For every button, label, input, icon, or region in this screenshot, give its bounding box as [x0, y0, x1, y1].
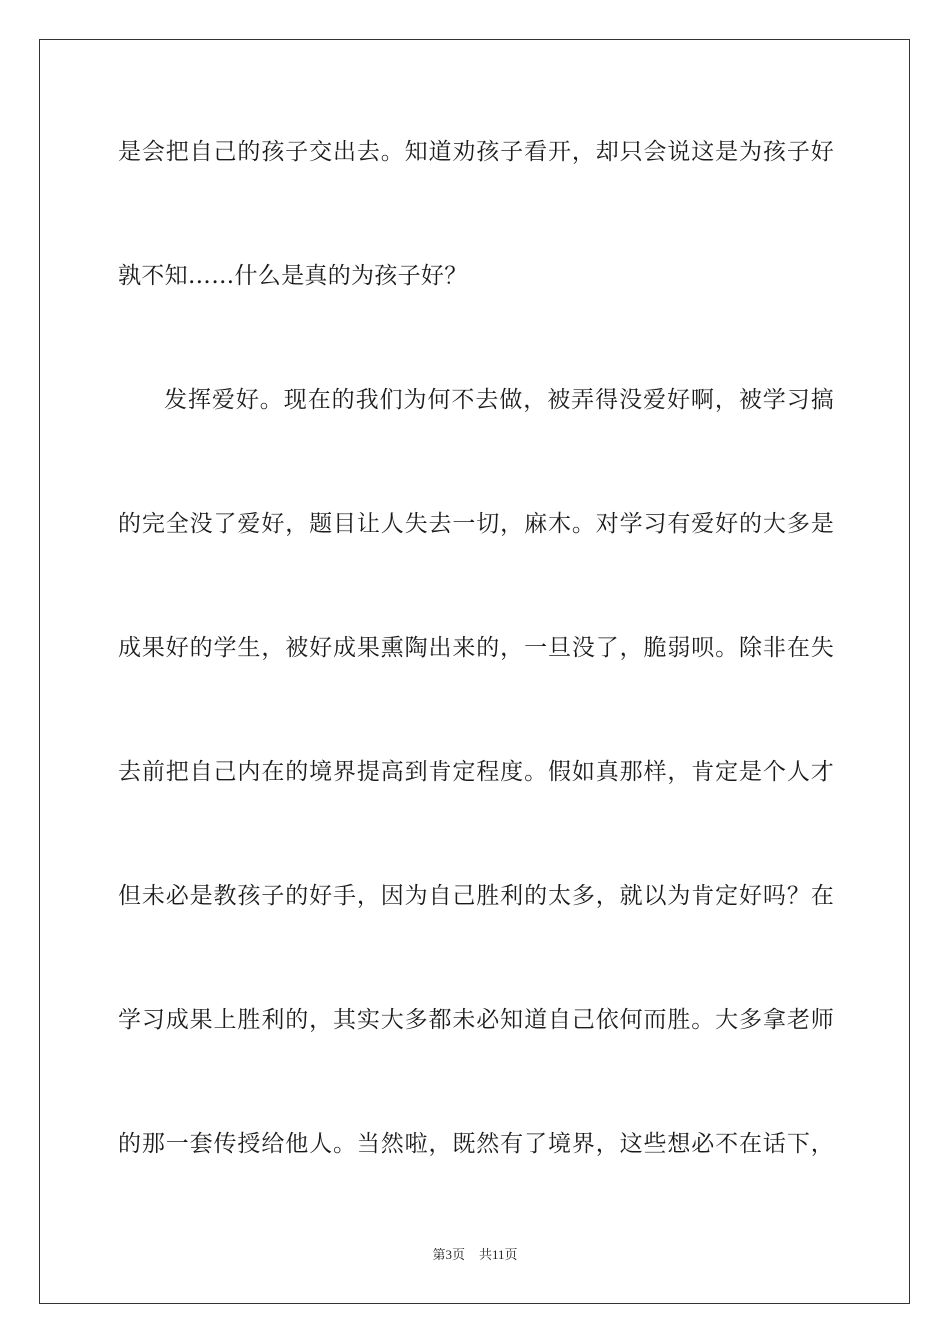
text-line-5: 成果好的学生，被好成果熏陶出来的，一旦没了，脆弱呗。除非在失 — [118, 635, 834, 661]
text-line-1: 是会把自己的孩子交出去。知道劝孩子看开，却只会说这是为孩子好 — [118, 139, 834, 165]
text-line-7: 但未必是教孩子的好手，因为自己胜利的太多，就以为肯定好吗？在 — [118, 883, 834, 909]
text-line-8: 学习成果上胜利的，其实大多都未必知道自己依何而胜。大多拿老师 — [118, 1007, 834, 1033]
page-footer — [0, 1246, 950, 1264]
text-line-9: 的那一套传授给他人。当然啦，既然有了境界，这些想必不在话下， — [118, 1131, 834, 1157]
text-line-4: 的完全没了爱好，题目让人失去一切，麻木。对学习有爱好的大多是 — [118, 511, 834, 537]
page-border — [39, 39, 910, 1304]
text-line-6: 去前把自己内在的境界提高到肯定程度。假如真那样，肯定是个人才 — [118, 759, 834, 785]
total-pages: 共11页 — [478, 1247, 518, 1262]
page-number: 第3页 — [432, 1247, 465, 1262]
text-line-2: 孰不知……什么是真的为孩子好？ — [118, 263, 468, 289]
text-line-3: 发挥爱好。现在的我们为何不去做，被弄得没爱好啊，被学习搞 — [164, 387, 834, 413]
